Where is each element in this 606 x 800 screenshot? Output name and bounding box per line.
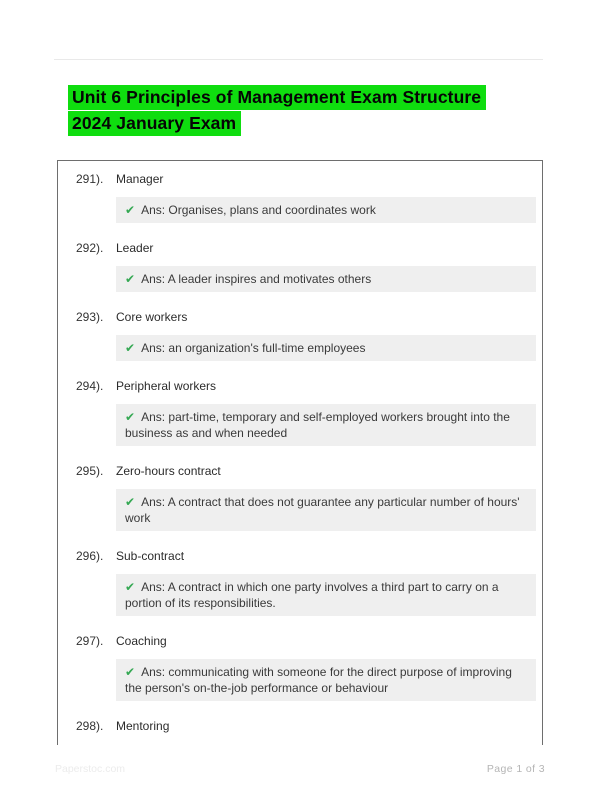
top-divider — [54, 59, 543, 60]
checkmark-icon: ✔ — [125, 272, 136, 286]
answer-box — [116, 404, 536, 446]
answer-box — [116, 335, 536, 361]
question-number: 293). — [76, 310, 104, 324]
checkmark-icon: ✔ — [125, 410, 136, 424]
question-row — [76, 634, 542, 649]
page-number-indicator: Page 1 of 3 — [486, 763, 545, 775]
question-number: 292). — [76, 241, 104, 255]
answer-box — [116, 197, 536, 223]
qa-item-296 — [76, 549, 542, 616]
page-title-highlight-1: Unit 6 Principles of Management Exam Structure — [68, 85, 486, 110]
answer-text: Ans: communicating with someone for the direct purpose of improving the person's on-the-job performance or behaviour — [125, 665, 512, 695]
question-row — [76, 549, 542, 564]
question-term: Leader — [116, 241, 154, 255]
answer-box — [116, 266, 536, 292]
watermark-text: Paperstoc.com — [55, 763, 126, 775]
qa-item-293 — [76, 310, 542, 361]
checkmark-icon: ✔ — [125, 665, 136, 679]
question-term: Zero-hours contract — [116, 464, 221, 478]
qa-item-297 — [76, 634, 542, 701]
question-row — [76, 310, 542, 325]
checkmark-icon: ✔ — [125, 203, 136, 217]
qa-item-295 — [76, 464, 542, 531]
checkmark-icon: ✔ — [125, 341, 136, 355]
question-row — [76, 379, 542, 394]
page-title — [68, 85, 578, 137]
question-term: Core workers — [116, 310, 188, 324]
question-number: 291). — [76, 172, 104, 186]
answer-text: Ans: an organization's full-time employees — [141, 341, 366, 355]
question-row — [76, 172, 542, 187]
question-number: 298). — [76, 719, 104, 733]
qa-item-291 — [76, 172, 542, 223]
checkmark-icon: ✔ — [125, 580, 136, 594]
question-number: 295). — [76, 464, 104, 478]
answer-box — [116, 574, 536, 616]
question-number: 296). — [76, 549, 104, 563]
question-term: Mentoring — [116, 719, 170, 733]
answer-box — [116, 489, 536, 531]
question-row — [76, 464, 542, 479]
qa-item-294 — [76, 379, 542, 446]
question-row — [76, 719, 542, 734]
answer-text: Ans: A leader inspires and motivates others — [141, 272, 372, 286]
qa-item-298 — [76, 719, 542, 734]
question-term: Manager — [116, 172, 164, 186]
page-title-line-2 — [68, 111, 578, 136]
checkmark-icon: ✔ — [125, 495, 136, 509]
answer-text: Ans: A contract that does not guarantee any particular number of hours' work — [125, 495, 520, 525]
question-term: Coaching — [116, 634, 167, 648]
question-term: Sub-contract — [116, 549, 185, 563]
page-title-line-1 — [68, 85, 578, 110]
answer-text: Ans: part-time, temporary and self-employed workers brought into the business as and when needed — [125, 410, 510, 440]
answer-box — [116, 659, 536, 701]
page-title-highlight-2: 2024 January Exam — [68, 111, 241, 136]
question-number: 294). — [76, 379, 104, 393]
question-row — [76, 241, 542, 256]
question-number: 297). — [76, 634, 104, 648]
answer-text: Ans: Organises, plans and coordinates work — [141, 203, 376, 217]
qa-item-292 — [76, 241, 542, 292]
answer-text: Ans: A contract in which one party involves a third part to carry on a portion of its responsibilities. — [125, 580, 499, 610]
question-term: Peripheral workers — [116, 379, 217, 393]
qa-list-container — [57, 160, 543, 745]
